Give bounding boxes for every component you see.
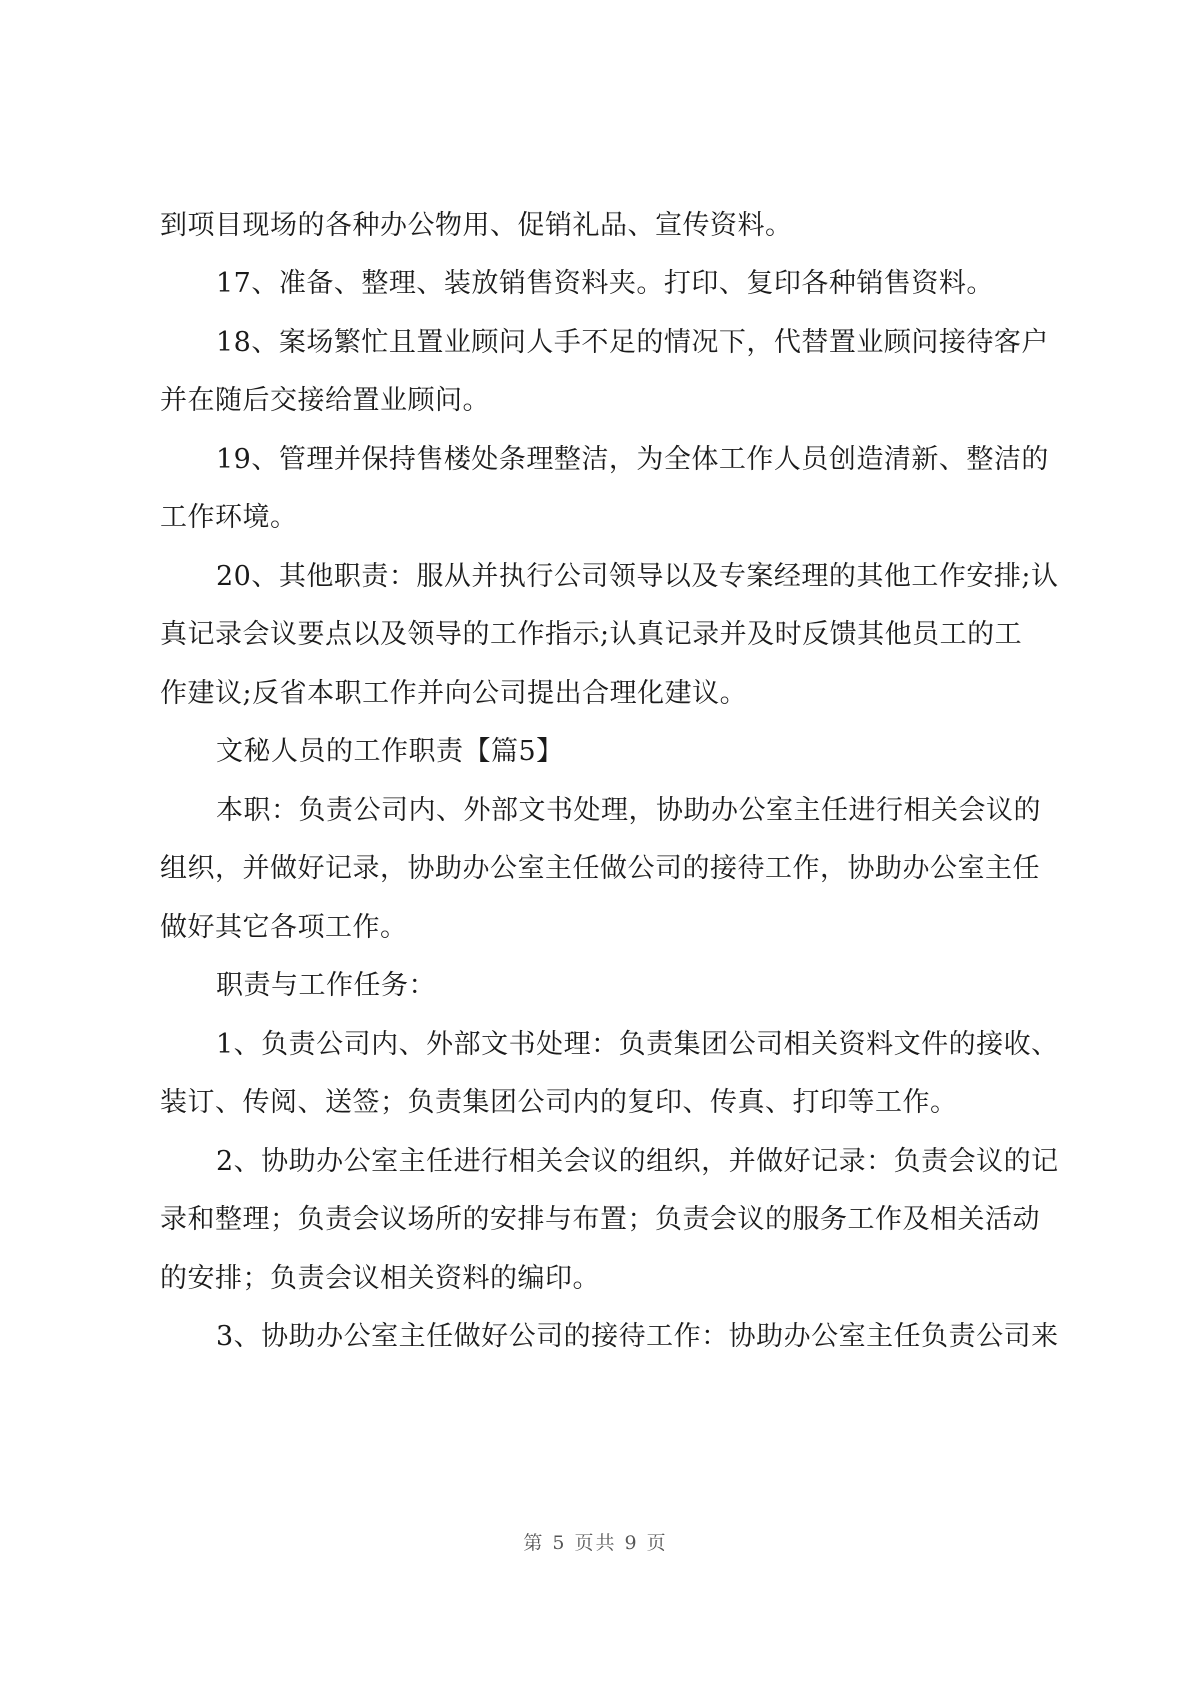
text-line: 17、准备、整理、装放销售资料夹。打印、复印各种销售资料。 — [216, 268, 994, 299]
text-line: 18、案场繁忙且置业顾问人手不足的情况下，代替置业顾问接待客户 — [216, 327, 1049, 358]
text-line: 并在随后交接给置业顾问。 — [160, 385, 490, 416]
text-line: 到项目现场的各种办公物用、促销礼品、宣传资料。 — [160, 210, 793, 241]
section-heading: 文秘人员的工作职责【篇5】 — [216, 736, 564, 767]
text-line: 作建议;反省本职工作并向公司提出合理化建议。 — [160, 678, 748, 709]
text-line: 装订、传阅、送签；负责集团公司内的复印、传真、打印等工作。 — [160, 1087, 958, 1118]
text-line: 2、协助办公室主任进行相关会议的组织，并做好记录：负责会议的记 — [216, 1146, 1059, 1177]
text-line: 做好其它各项工作。 — [160, 912, 408, 943]
text-line: 职责与工作任务： — [216, 970, 436, 1001]
text-line: 工作环境。 — [160, 502, 298, 533]
page-number-footer: 第 5 页共 9 页 — [523, 1532, 668, 1554]
text-line: 录和整理；负责会议场所的安排与布置；负责会议的服务工作及相关活动 — [160, 1204, 1040, 1235]
text-line: 真记录会议要点以及领导的工作指示;认真记录并及时反馈其他员工的工 — [160, 619, 1023, 650]
text-line: 1、负责公司内、外部文书处理：负责集团公司相关资料文件的接收、 — [216, 1029, 1059, 1060]
text-line: 20、其他职责：服从并执行公司领导以及专案经理的其他工作安排;认 — [216, 561, 1059, 592]
text-line: 的安排；负责会议相关资料的编印。 — [160, 1263, 600, 1294]
text-line: 3、协助办公室主任做好公司的接待工作：协助办公室主任负责公司来 — [216, 1321, 1059, 1352]
text-line: 19、管理并保持售楼处条理整洁，为全体工作人员创造清新、整洁的 — [216, 444, 1049, 475]
text-line: 组织，并做好记录，协助办公室主任做公司的接待工作，协助办公室主任 — [160, 853, 1040, 884]
text-line: 本职：负责公司内、外部文书处理，协助办公室主任进行相关会议的 — [216, 795, 1041, 826]
